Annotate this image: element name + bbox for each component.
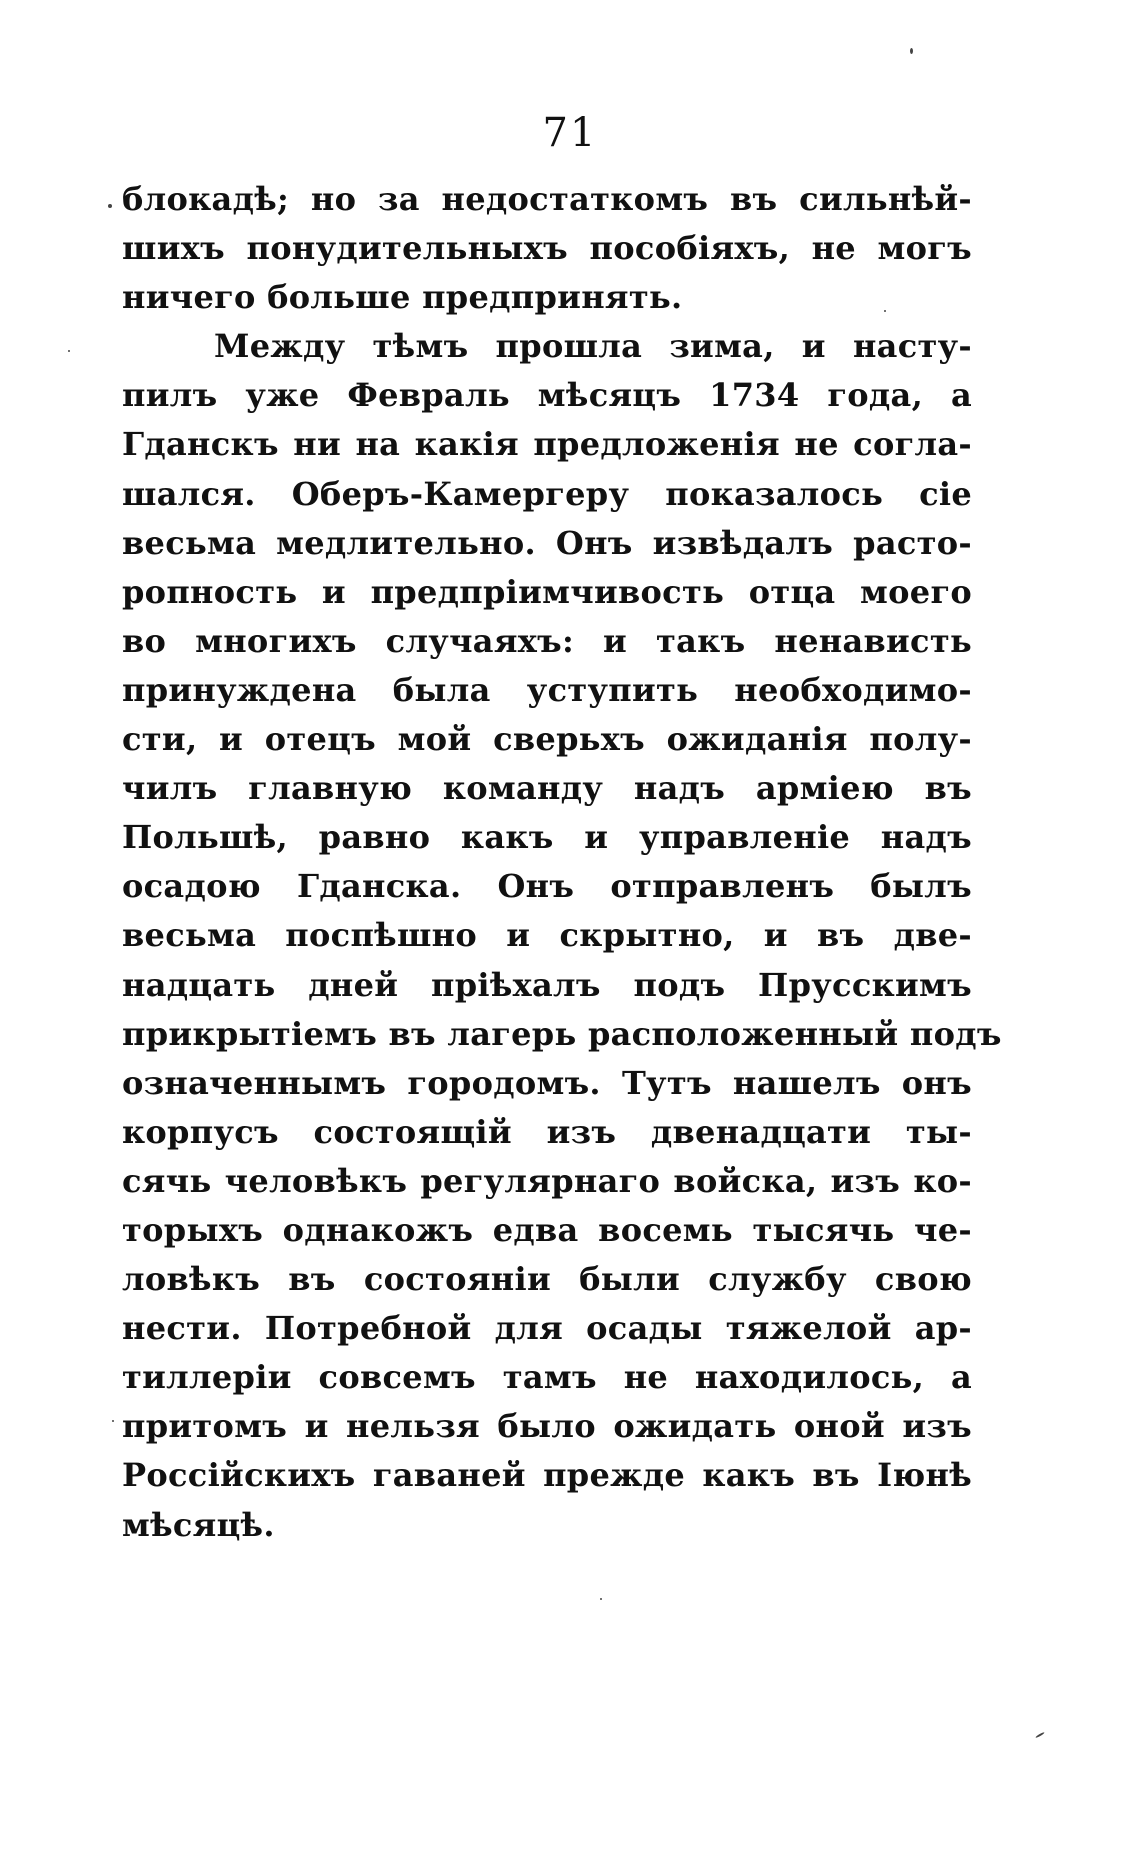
text-line: Россійскихъ гаваней прежде какъ въ Іюнѣ <box>122 1456 972 1495</box>
scan-speck <box>108 204 112 208</box>
text-line: Между тѣмъ прошла зима, и насту- <box>214 327 972 366</box>
text-line: во многихъ случаяхъ: и такъ ненависть <box>122 621 972 660</box>
text-line: весьма поспѣшно и скрытно, и въ две- <box>122 916 972 955</box>
scan-speck <box>68 350 70 352</box>
text-line: шихъ понудительныхъ пособіяхъ, не могъ <box>122 229 972 268</box>
text-line: Гданскъ ни на какія предложенія не согла- <box>122 425 972 464</box>
text-line: принуждена была уступить необходимо- <box>122 670 972 709</box>
text-line: сячь человѣкъ регулярнаго войска, изъ ко- <box>122 1161 972 1200</box>
text-line: притомъ и нельзя было ожидать оной изъ <box>122 1407 972 1446</box>
page-number: 71 <box>542 110 598 156</box>
text-line: ловѣкъ въ состояніи были службу свою <box>122 1260 972 1299</box>
scan-speck <box>910 48 913 54</box>
text-line: сти, и отецъ мой сверьхъ ожиданія полу- <box>122 720 972 759</box>
text-line: корпусъ состоящій изъ двенадцати ты- <box>122 1112 972 1151</box>
text-line: Польшѣ, равно какъ и управленіе надъ <box>122 818 972 857</box>
text-line: шался. Оберъ-Камергеру показалось сіе <box>122 474 972 513</box>
text-line: надцать дней пріѣхалъ подъ Прусскимъ <box>122 965 972 1004</box>
scan-speck <box>1035 1732 1045 1739</box>
text-line: торыхъ однакожъ едва восемь тысячь че- <box>122 1210 972 1249</box>
scan-speck <box>884 310 886 312</box>
text-line: ничего больше предпринять. <box>122 278 683 317</box>
body-text <box>122 175 1002 1550</box>
text-line: прикрытіемъ въ лагерь расположенный подъ <box>122 1014 1002 1053</box>
scan-speck <box>600 1598 602 1600</box>
scan-speck <box>112 1420 114 1422</box>
text-line: нести. Потребной для осады тяжелой ар- <box>122 1309 972 1348</box>
text-line: осадою Гданска. Онъ отправленъ былъ <box>122 867 972 906</box>
text-line: тиллеріи совсемъ тамъ не находилось, а <box>122 1358 972 1397</box>
text-line: чилъ главную команду надъ арміею въ <box>122 769 972 808</box>
text-line: весьма медлительно. Онъ извѣдалъ расто- <box>122 523 972 562</box>
text-line: пилъ уже Февраль мѣсяцъ 1734 года, а <box>122 376 972 415</box>
text-line: блокадѣ; но за недостаткомъ въ сильнѣй- <box>122 180 972 218</box>
text-line: означеннымъ городомъ. Тутъ нашелъ онъ <box>122 1063 972 1102</box>
text-line: ропность и предпріимчивость отца моего <box>122 572 972 611</box>
text-line: мѣсяцѣ. <box>122 1505 275 1544</box>
